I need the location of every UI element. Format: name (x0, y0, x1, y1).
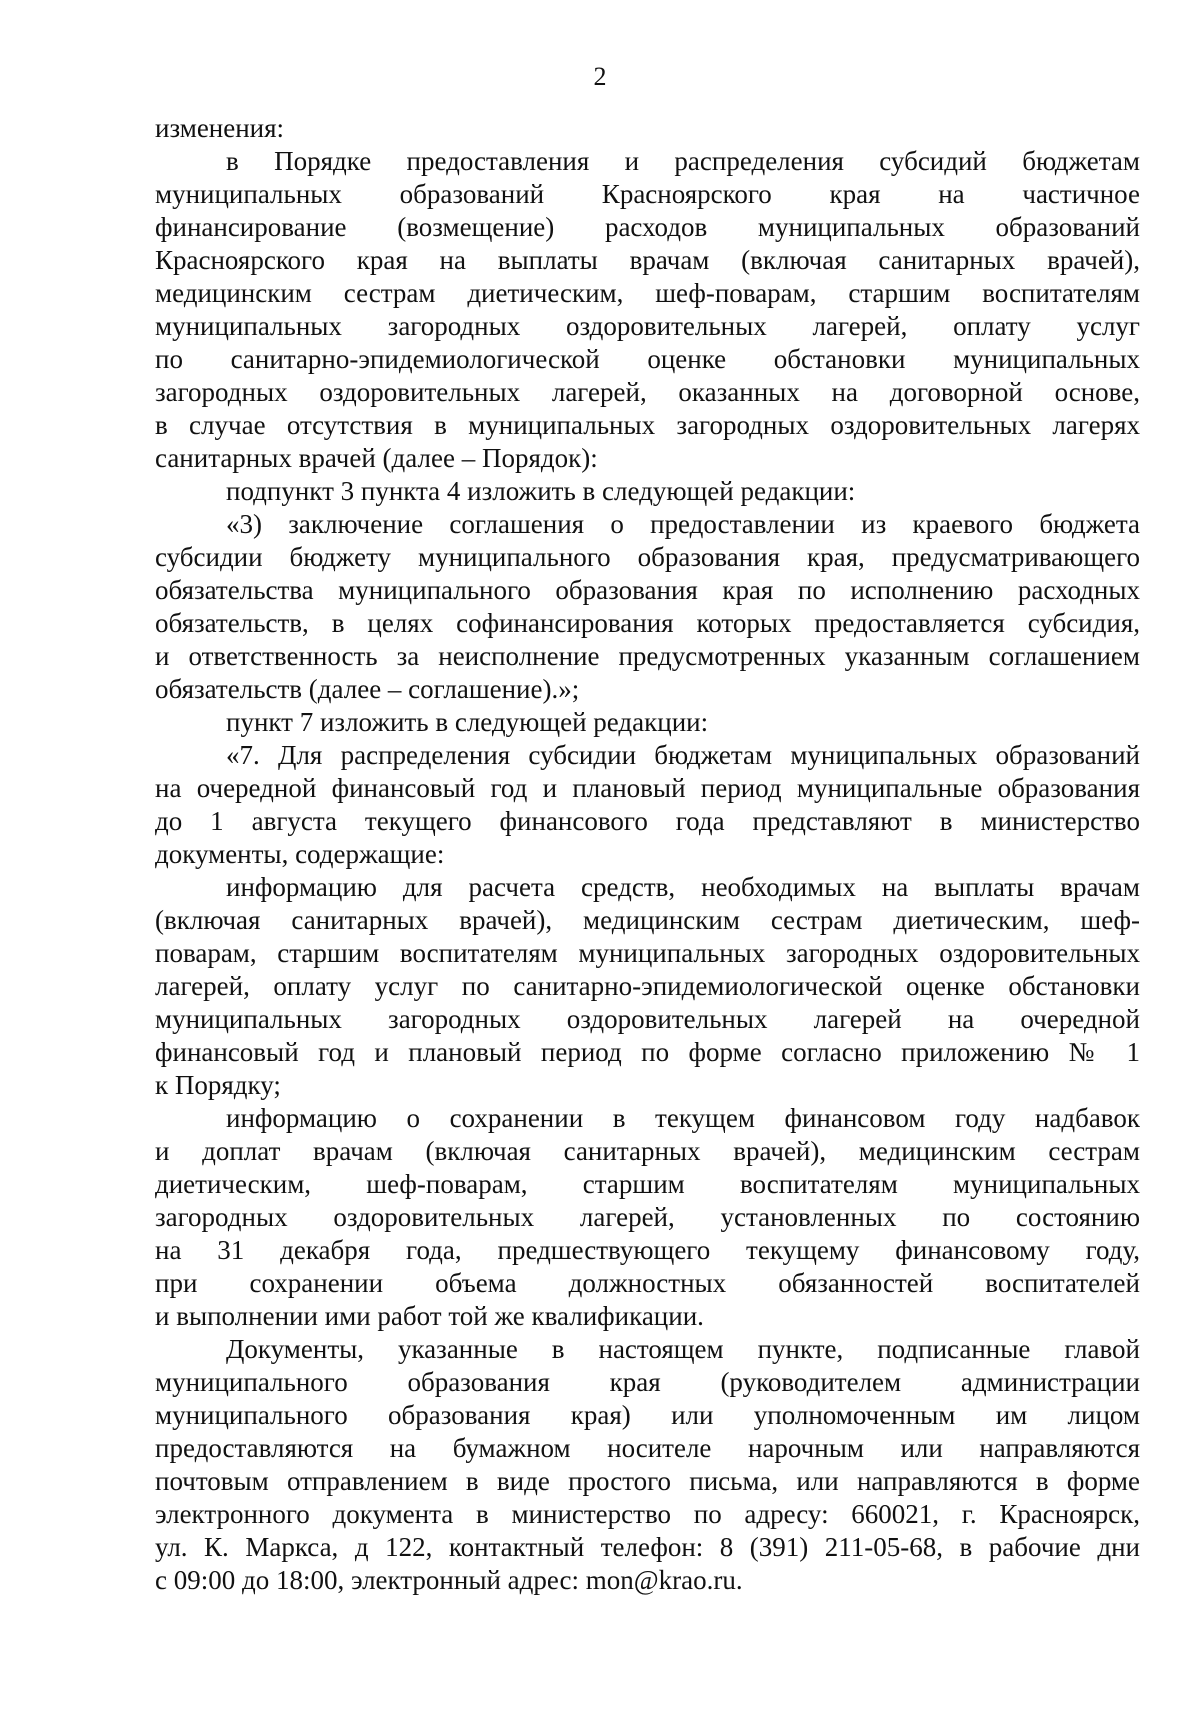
text-line: поварам, старшим воспитателям муниципальных загородных оздоровительных (155, 938, 1140, 968)
text-line: на очередной финансовый год и плановый период муниципальные образования (155, 773, 1140, 803)
page-number: 2 (593, 62, 607, 91)
text-line: субсидии бюджету муниципального образования края, предусматривающего (155, 542, 1140, 572)
text-line: по санитарно-эпидемиологической оценке обстановки муниципальных (155, 344, 1140, 374)
text-line: документы, содержащие: (155, 839, 445, 869)
text-line: финансовый год и плановый период по форме согласно приложению № 1 (155, 1037, 1140, 1067)
text-line: обязательств (далее – соглашение).»; (155, 674, 580, 704)
text-line: почтовым отправлением в виде простого письма, или направляются в форме (155, 1466, 1140, 1496)
text-line: информацию для расчета средств, необходимых на выплаты врачам (226, 872, 1140, 902)
text-line: обязательства муниципального образования края по исполнению расходных (155, 575, 1140, 605)
text-line: загородных оздоровительных лагерей, установленных по состоянию (155, 1202, 1140, 1232)
text-line: при сохранении объема должностных обязанностей воспитателей (155, 1268, 1140, 1298)
text-line: ул. К. Маркса, д 122, контактный телефон: 8 (391) 211-05-68, в рабочие дни (155, 1532, 1140, 1562)
text-line: загородных оздоровительных лагерей, оказанных на договорной основе, (155, 377, 1140, 407)
text-line: с 09:00 до 18:00, электронный адрес: mon@krao.ru. (155, 1565, 743, 1595)
text-line: в Порядке предоставления и распределения субсидий бюджетам (226, 146, 1140, 176)
text-line: предоставляются на бумажном носителе нарочным или направляются (155, 1433, 1140, 1463)
text-line: муниципального образования края (руководителем администрации (155, 1367, 1140, 1397)
document-body (155, 112, 1140, 1597)
text-line: и выполнении ими работ той же квалификации. (155, 1301, 704, 1331)
text-line: информацию о сохранении в текущем финансовом году надбавок (226, 1103, 1140, 1133)
text-line: санитарных врачей (далее – Порядок): (155, 443, 598, 473)
text-line: «7. Для распределения субсидии бюджетам муниципальных образований (226, 740, 1140, 770)
text-line: (включая санитарных врачей), медицинским сестрам диетическим, шеф- (155, 905, 1140, 935)
text-line: подпункт 3 пункта 4 изложить в следующей редакции: (226, 476, 856, 506)
text-line: медицинским сестрам диетическим, шеф-поварам, старшим воспитателям (155, 278, 1140, 308)
text-line: Документы, указанные в настоящем пункте, подписанные главой (226, 1334, 1140, 1364)
text-line: и ответственность за неисполнение предусмотренных указанным соглашением (155, 641, 1140, 671)
text-line: муниципального образования края) или уполномоченным им лицом (155, 1400, 1140, 1430)
text-line: Красноярского края на выплаты врачам (включая санитарных врачей), (155, 245, 1140, 275)
text-line: диетическим, шеф-поварам, старшим воспитателям муниципальных (155, 1169, 1140, 1199)
text-line: пункт 7 изложить в следующей редакции: (226, 707, 709, 737)
text-line: электронного документа в министерство по адресу: 660021, г. Красноярск, (155, 1499, 1140, 1529)
text-line: финансирование (возмещение) расходов муниципальных образований (155, 212, 1140, 242)
text-line: на 31 декабря года, предшествующего текущему финансовому году, (155, 1235, 1140, 1265)
text-line: муниципальных образований Красноярского края на частичное (155, 179, 1140, 209)
text-line: «3) заключение соглашения о предоставлении из краевого бюджета (226, 509, 1140, 539)
text-line: до 1 августа текущего финансового года представляют в министерство (155, 806, 1140, 836)
text-line: лагерей, оплату услуг по санитарно-эпидемиологической оценке обстановки (155, 971, 1140, 1001)
text-line: к Порядку; (155, 1070, 281, 1100)
text-line: обязательств, в целях софинансирования которых предоставляется субсидия, (155, 608, 1140, 638)
text-line: муниципальных загородных оздоровительных лагерей на очередной (155, 1004, 1140, 1034)
text-line: изменения: (155, 113, 285, 143)
text-line: и доплат врачам (включая санитарных врачей), медицинским сестрам (155, 1136, 1140, 1166)
text-line: в случае отсутствия в муниципальных загородных оздоровительных лагерях (155, 410, 1140, 440)
text-line: муниципальных загородных оздоровительных лагерей, оплату услуг (155, 311, 1140, 341)
